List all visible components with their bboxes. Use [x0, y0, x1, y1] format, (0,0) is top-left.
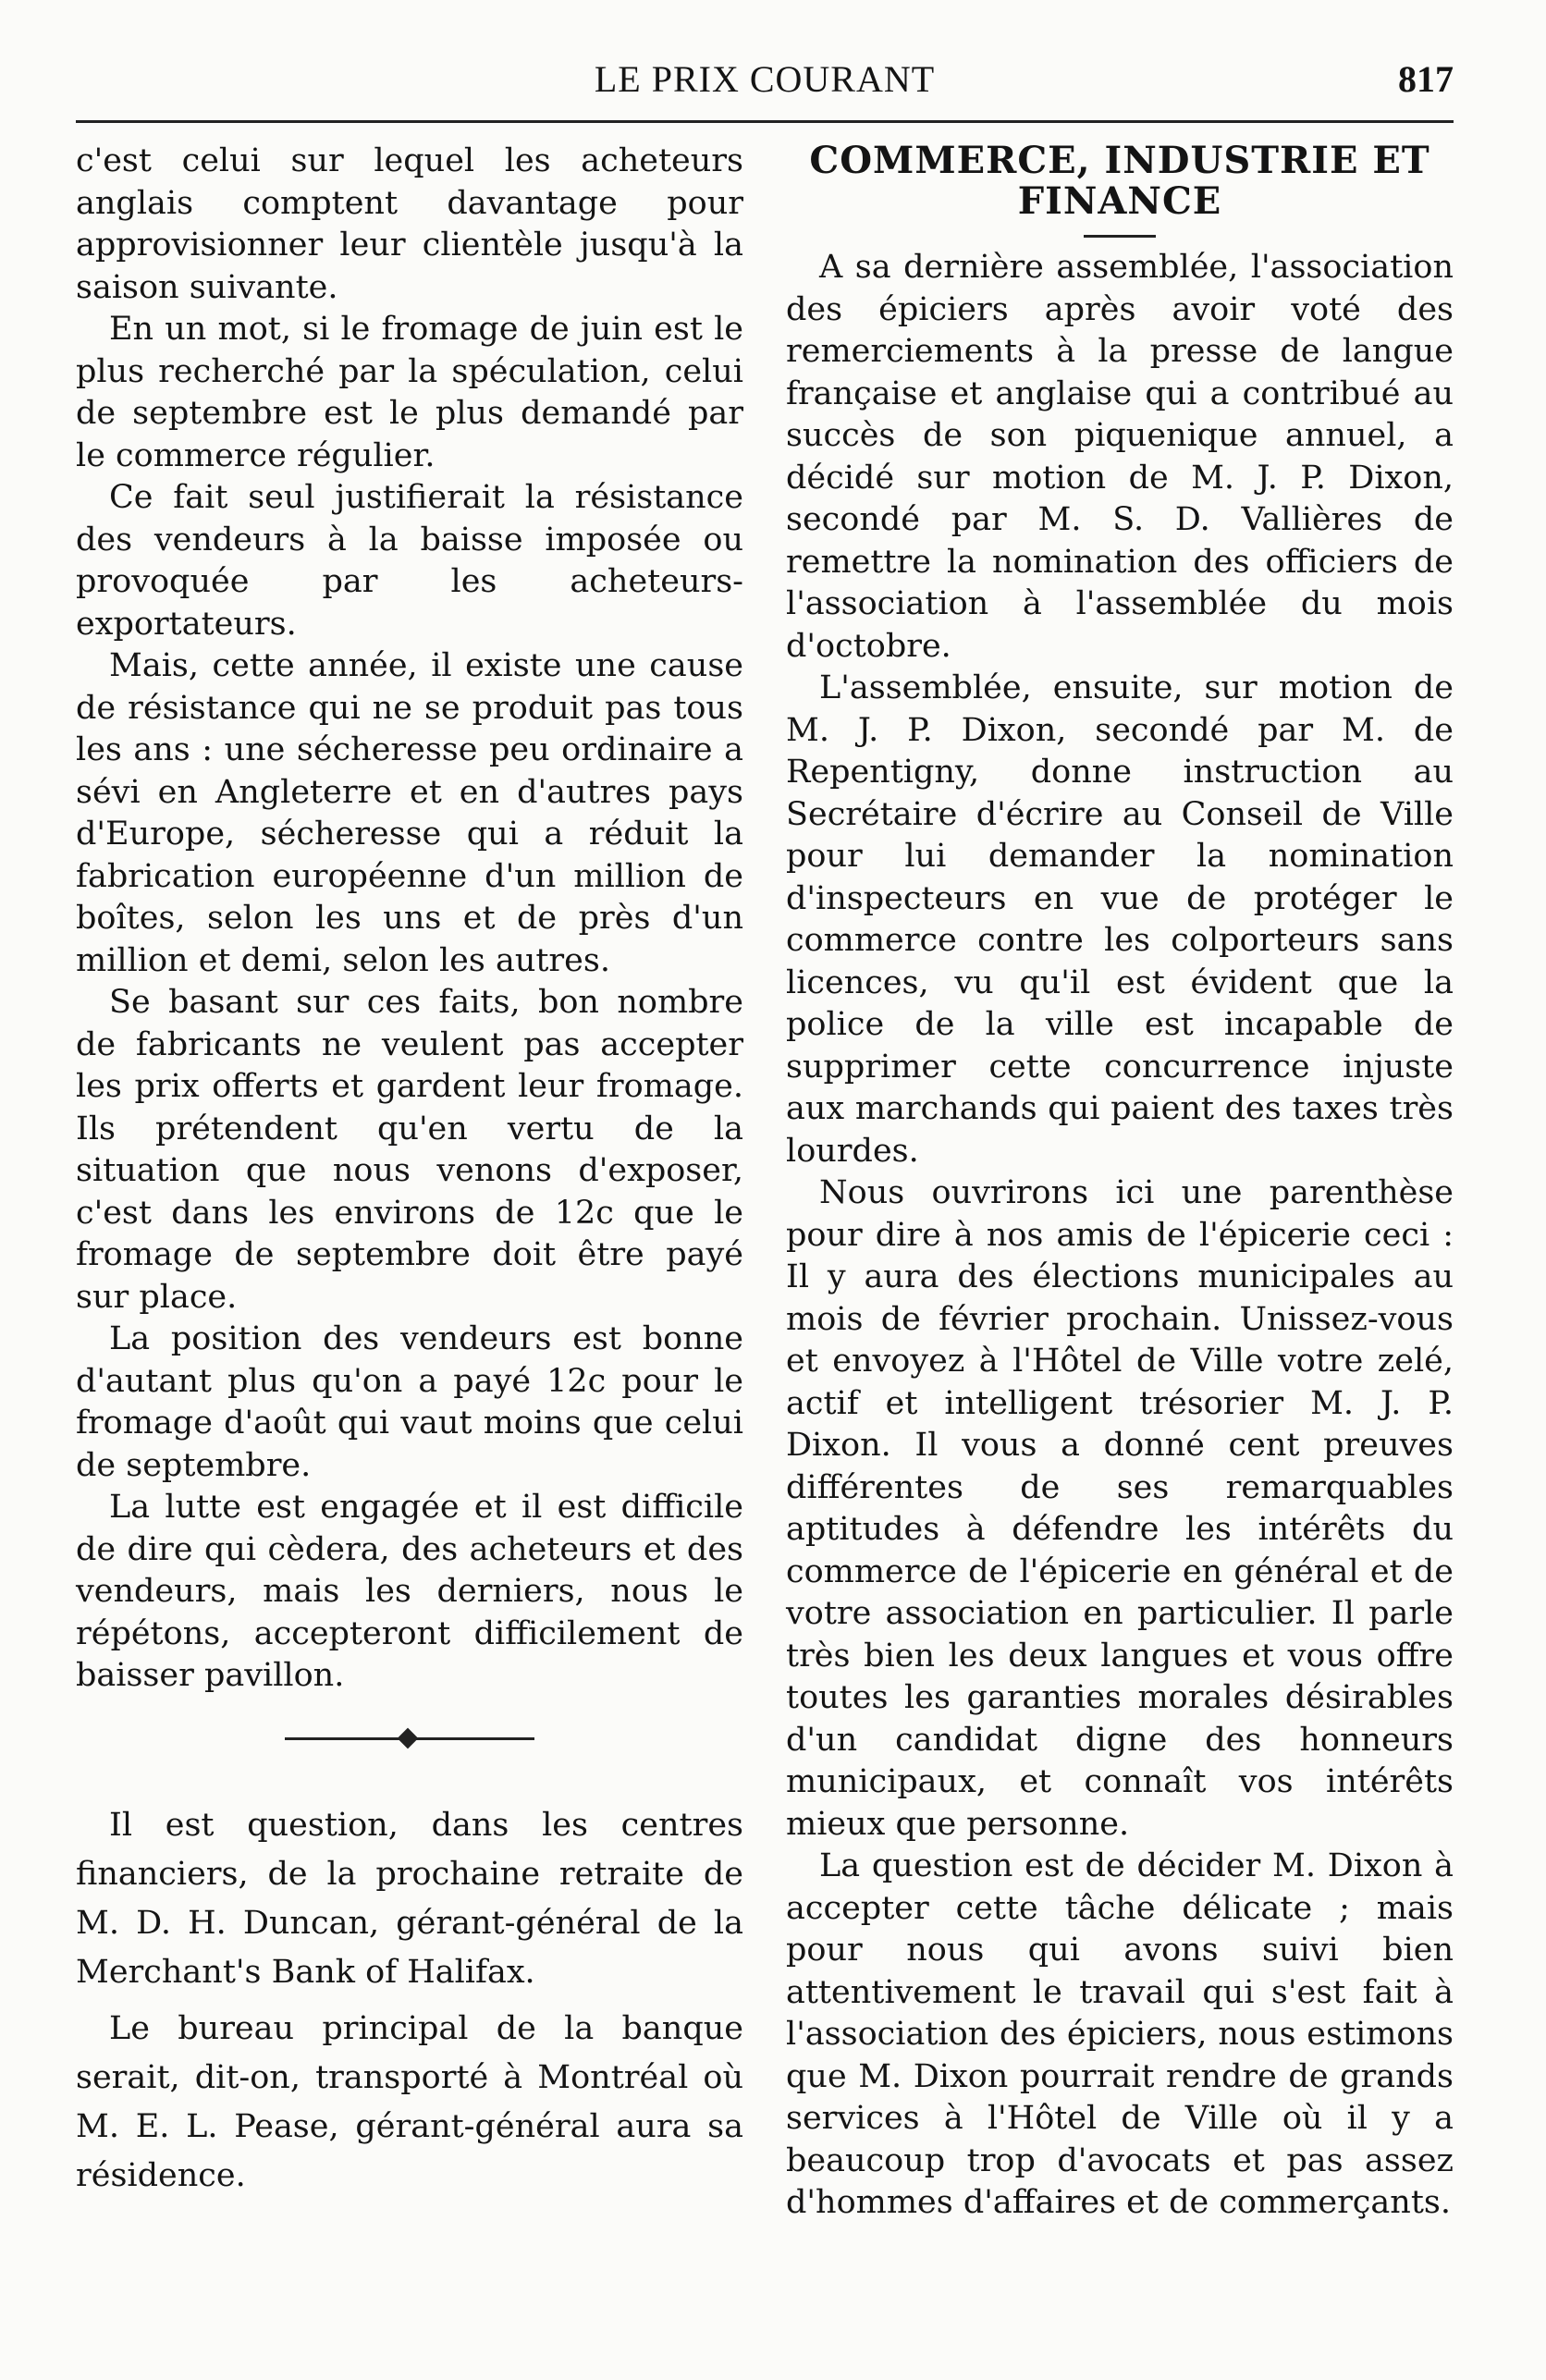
paragraph: En un mot, si le fromage de juin est le plus recherché par la spéculation, celui de septembre est le plus demandé par le commerce régulier. [76, 311, 743, 474]
page-number: 817 [1398, 58, 1454, 100]
section-heading: COMMERCE, INDUSTRIE ET FINANCE [809, 139, 1430, 223]
paragraph: Mais, cette année, il existe une cause de résistance qui ne se produit pas tous les ans : une sécheresse peu ordinaire a sévi en Angleterre et en d'autres pays d'Europe, sécheresse qui a réduit la fabrication européenne d'un million de boîtes, selon les uns et de près d'un million et demi, selon les autres. [76, 647, 743, 979]
news-note: Il est question, dans les centres financiers, de la prochaine retraite de M. D. H. Duncan, gérant-général de la Merchant's Bank of Halifax. [76, 1806, 743, 1991]
running-title: LE PRIX COURANT [594, 58, 936, 100]
paragraph: La position des vendeurs est bonne d'autant plus qu'on a payé 12c pour le fromage d'août qui vaut moins que celui de septembre. [76, 1320, 743, 1484]
news-note: Le bureau principal de la banque serait, dit-on, transporté à Montréal où M. E. L. Pease, gérant-général aura sa résidence. [76, 2009, 743, 2194]
paragraph: Nous ouvrirons ici une parenthèse pour dire à nos amis de l'épicerie ceci : Il y aura des élections municipales au mois de février prochain. Unissez-vous et envoyez à l'Hôtel de Ville votre zelé, actif et intelligent trésorier M. J. P. Dixon. Il vous a donné cent preuves différentes de ses remarquables aptitudes à défendre les intérêts du commerce de l'épicerie en général et de votre association en particulier. Il parle très bien les deux langues et vous offre toutes les garanties morales désirables d'un candidat digne des honneurs municipaux, et connaît vos intérêts mieux que personne. [786, 1174, 1454, 1843]
divider-diamond-icon [398, 1727, 419, 1748]
paragraph: La lutte est engagée et il est difficile de dire qui cèdera, des acheteurs et des vendeurs, mais les derniers, nous le répétons, accepteront difficilement de baisser pavillon. [76, 1489, 743, 1694]
paragraph: Se basant sur ces faits, bon nombre de fabricants ne veulent pas accepter les prix offerts et gardent leur fromage. Ils prétendent qu'en vertu de la situation que nous venons d'exposer, c'est dans les environs de 12c que le fromage de septembre doit être payé sur place. [76, 984, 743, 1316]
paragraph: c'est celui sur lequel les acheteurs anglais comptent davantage pour approvisionner leur clientèle jusqu'à la saison suivante. [76, 142, 743, 306]
paragraph: Ce fait seul justifierait la résistance des vendeurs à la baisse imposée ou provoquée par les acheteurs-exportateurs. [76, 479, 743, 643]
heading-rule [1084, 235, 1156, 238]
paragraph: A sa dernière assemblée, l'association des épiciers après avoir voté des remerciements à la presse de langue française et anglaise qui a contribué au succès de son piquenique annuel, a décidé sur motion de M. J. P. Dixon, secondé par M. S. D. Vallières de remettre la nomination des officiers de l'association à l'assemblée du mois d'octobre. [786, 249, 1454, 665]
ornament-divider [285, 1729, 534, 1748]
right-column [786, 141, 1454, 2225]
left-column [76, 141, 743, 2201]
paragraph: L'assemblée, ensuite, sur motion de M. J. P. Dixon, secondé par M. de Repentigny, donne instruction au Secrétaire d'écrire au Conseil de Ville pour lui demander la nomination d'inspecteurs en vue de protéger le commerce contre les colporteurs sans licences, vu qu'il est évident que la police de la ville est incapable de supprimer cette concurrence injuste aux marchands qui paient des taxes très lourdes. [786, 669, 1454, 1170]
paragraph: La question est de décider M. Dixon à accepter cette tâche délicate ; mais pour nous qui avons suivi bien attentivement le travail qui s'est fait à l'association des épiciers, nous estimons que M. Dixon pourrait rendre de grands services à l'Hôtel de Ville où il y a beaucoup trop d'avocats et pas assez d'hommes d'affaires et de commerçants. [786, 1847, 1454, 2221]
running-head [76, 48, 1454, 123]
